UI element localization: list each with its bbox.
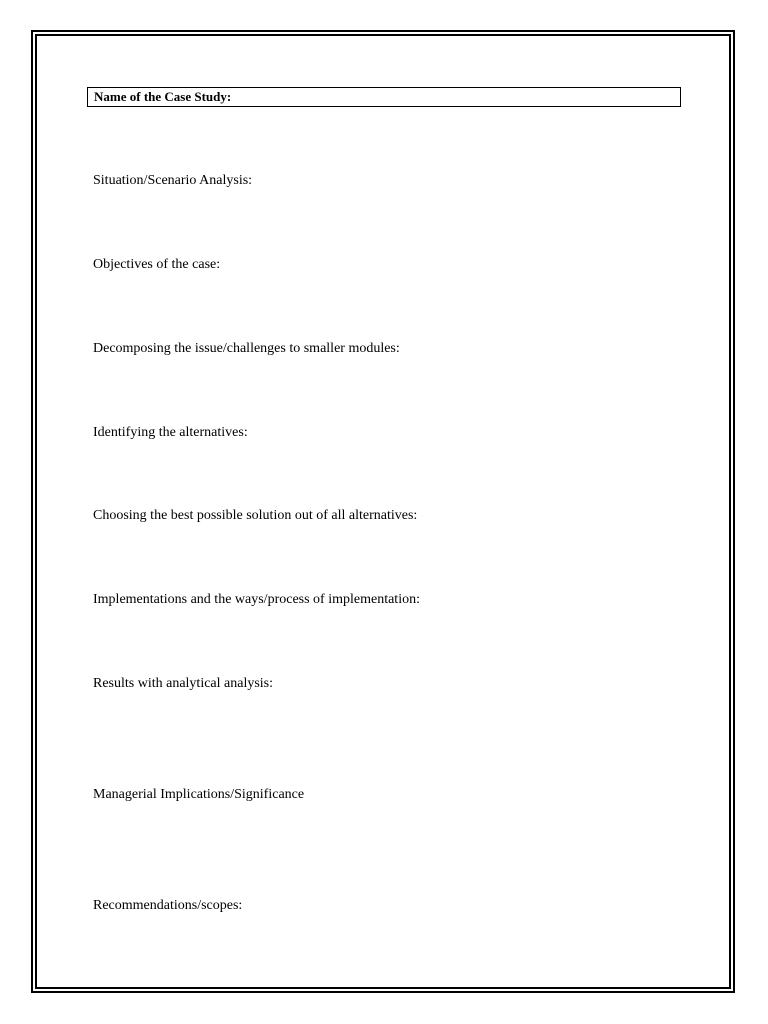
case-study-name-box	[87, 87, 681, 107]
section-heading-managerial-implications: Managerial Implications/Significance	[93, 787, 305, 802]
section-heading-recommendations: Recommendations/scopes:	[93, 898, 243, 913]
section-heading-implementation: Implementations and the ways/process of implementation:	[93, 592, 420, 607]
section-heading-decomposing-issues: Decomposing the issue/challenges to smaller modules:	[93, 341, 400, 356]
case-study-name-label: Name of the Case Study:	[94, 89, 232, 104]
section-heading-objectives: Objectives of the case:	[93, 257, 221, 272]
section-heading-choosing-solution: Choosing the best possible solution out of all alternatives:	[93, 508, 418, 523]
section-heading-situation-analysis: Situation/Scenario Analysis:	[93, 173, 253, 188]
section-heading-results: Results with analytical analysis:	[93, 676, 274, 691]
section-heading-identifying-alternatives: Identifying the alternatives:	[93, 425, 248, 440]
